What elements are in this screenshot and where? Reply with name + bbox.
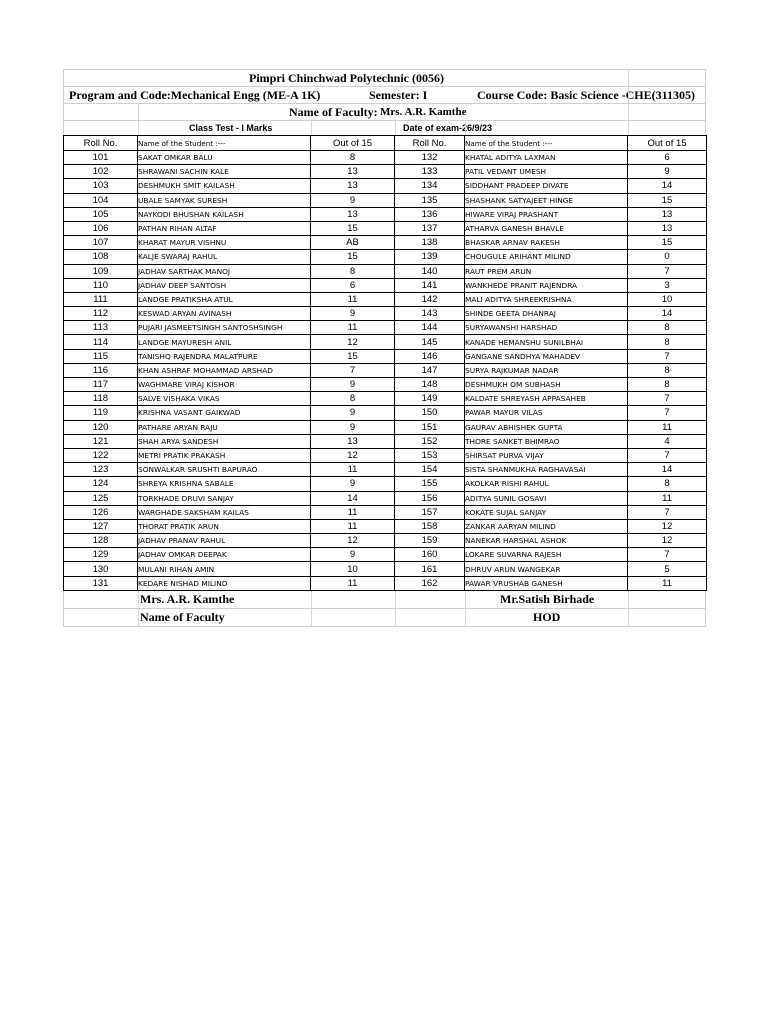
student-name: PATHARE ARYAN RAJU <box>138 420 311 434</box>
table-row <box>64 477 707 491</box>
student-marks: 10 <box>628 292 707 306</box>
roll-number: 124 <box>64 477 138 491</box>
table-row <box>64 392 707 406</box>
student-name: SHREYA KRISHNA SABALE <box>138 477 311 491</box>
marks-header: Out of 15 <box>311 136 395 151</box>
hod-signatory: Mr.Satish Birhade <box>500 591 595 606</box>
table-row <box>64 406 707 420</box>
roll-number: 158 <box>395 519 465 533</box>
course-code: Course Code: Basic Science -CHE(311305) <box>477 88 695 102</box>
student-marks: 8 <box>628 477 707 491</box>
student-marks: 9 <box>311 477 395 491</box>
student-marks: 14 <box>628 179 707 193</box>
student-name: CHOUGULE ARIHANT MILIND <box>465 250 628 264</box>
student-marks: 7 <box>628 264 707 278</box>
student-marks: 7 <box>628 505 707 519</box>
student-name: DESHMUKH SMIT KAILASH <box>138 179 311 193</box>
roll-number: 161 <box>395 562 465 576</box>
student-name: PATHAN RIHAN ALTAF <box>138 221 311 235</box>
student-marks: 3 <box>628 278 707 292</box>
student-name: ADITYA SUNIL GOSAVI <box>465 491 628 505</box>
program-code: Program and Code:Mechanical Engg (ME-A 1K) <box>69 88 321 102</box>
roll-number: 162 <box>395 576 465 590</box>
roll-number: 129 <box>64 548 138 562</box>
roll-number: 134 <box>395 179 465 193</box>
roll-number: 110 <box>64 278 138 292</box>
student-marks: 9 <box>311 193 395 207</box>
student-name: HIWARE VIRAJ PRASHANT <box>465 207 628 221</box>
roll-number: 154 <box>395 463 465 477</box>
roll-number: 130 <box>64 562 138 576</box>
student-marks: 15 <box>311 349 395 363</box>
roll-number: 106 <box>64 221 138 235</box>
student-name: NANEKAR HARSHAL ASHOK <box>465 534 628 548</box>
institute-title: Pimpri Chinchwad Polytechnic (0056) <box>249 71 444 85</box>
roll-number: 141 <box>395 278 465 292</box>
student-marks: 12 <box>311 335 395 349</box>
roll-number: 144 <box>395 321 465 335</box>
table-row <box>64 463 707 477</box>
student-name: ATHARVA GANESH BHAVLE <box>465 221 628 235</box>
semester: Semester: I <box>369 88 428 102</box>
roll-number: 127 <box>64 519 138 533</box>
student-name: GAURAV ABHISHEK GUPTA <box>465 420 628 434</box>
student-marks: 9 <box>311 548 395 562</box>
marks-sheet <box>63 69 706 627</box>
student-marks: 15 <box>628 236 707 250</box>
roll-number: 111 <box>64 292 138 306</box>
student-marks: 9 <box>311 420 395 434</box>
roll-header: Roll No. <box>64 136 138 151</box>
roll-number: 147 <box>395 363 465 377</box>
roll-number: 132 <box>395 151 465 165</box>
roll-number: 140 <box>395 264 465 278</box>
student-name: KHARAT MAYUR VISHNU <box>138 236 311 250</box>
student-name: KEDARE NISHAD MILIND <box>138 576 311 590</box>
student-name: KOKATE SUJAL SANJAY <box>465 505 628 519</box>
student-marks: 8 <box>628 363 707 377</box>
student-name: NAYKODI BHUSHAN KAILASH <box>138 207 311 221</box>
student-name: SURYAWANSHI HARSHAD <box>465 321 628 335</box>
student-name: MALI ADITYA SHREEKRISHNA <box>465 292 628 306</box>
test-title: Class Test - I Marks <box>189 123 273 133</box>
student-name: SONWALKAR SRUSHTI BAPURAO <box>138 463 311 477</box>
student-marks: 13 <box>311 434 395 448</box>
roll-number: 104 <box>64 193 138 207</box>
student-marks: 6 <box>311 278 395 292</box>
student-name: TORKHADE DRUVI SANJAY <box>138 491 311 505</box>
roll-number: 142 <box>395 292 465 306</box>
roll-number: 135 <box>395 193 465 207</box>
test-row <box>63 120 706 135</box>
student-marks: 13 <box>311 165 395 179</box>
roll-number: 157 <box>395 505 465 519</box>
student-name: SAKAT OMKAR BALU <box>138 151 311 165</box>
table-row <box>64 207 707 221</box>
roll-number: 103 <box>64 179 138 193</box>
roll-number: 139 <box>395 250 465 264</box>
student-name: KESWAD ARYAN AVINASH <box>138 307 311 321</box>
faculty-signatory: Mrs. A.R. Kamthe <box>140 591 235 606</box>
student-marks: 12 <box>628 534 707 548</box>
student-marks: 12 <box>628 519 707 533</box>
student-marks: 7 <box>628 349 707 363</box>
student-marks: 8 <box>311 392 395 406</box>
student-marks: 9 <box>311 406 395 420</box>
student-name: JADHAV OMKAR DEEPAK <box>138 548 311 562</box>
student-marks: 8 <box>628 321 707 335</box>
student-marks: 15 <box>311 221 395 235</box>
student-name: MULANI RIHAN AMIN <box>138 562 311 576</box>
roll-number: 114 <box>64 335 138 349</box>
student-marks: 9 <box>311 378 395 392</box>
student-name: JADHAV DEEP SANTOSH <box>138 278 311 292</box>
roll-number: 150 <box>395 406 465 420</box>
student-marks: 15 <box>628 193 707 207</box>
student-marks: 11 <box>311 505 395 519</box>
roll-number: 145 <box>395 335 465 349</box>
student-marks: 12 <box>311 448 395 462</box>
caption-row <box>63 609 706 627</box>
student-marks: 11 <box>311 519 395 533</box>
roll-number: 133 <box>395 165 465 179</box>
student-marks: 13 <box>311 207 395 221</box>
student-marks: 4 <box>628 434 707 448</box>
student-name: KALDATE SHREYASH APPASAHEB <box>465 392 628 406</box>
table-row <box>64 420 707 434</box>
student-marks: 9 <box>311 307 395 321</box>
student-marks: 14 <box>311 491 395 505</box>
student-name: PATIL VEDANT UMESH <box>465 165 628 179</box>
roll-number: 148 <box>395 378 465 392</box>
signatory-row <box>63 591 706 609</box>
student-name: KHAN ASHRAF MOHAMMAD ARSHAD <box>138 363 311 377</box>
table-row <box>64 221 707 235</box>
table-row <box>64 165 707 179</box>
student-name: SALVE VISHAKA VIKAS <box>138 392 311 406</box>
student-name: SIDDHANT PRADEEP DIVATE <box>465 179 628 193</box>
student-marks: 7 <box>311 363 395 377</box>
student-marks: 11 <box>628 576 707 590</box>
roll-number: 113 <box>64 321 138 335</box>
student-name: WAGHMARE VIRAJ KISHOR <box>138 378 311 392</box>
roll-number: 156 <box>395 491 465 505</box>
table-row <box>64 505 707 519</box>
student-name: RAUT PREM ARUN <box>465 264 628 278</box>
table-row <box>64 548 707 562</box>
student-name: SHAH ARYA SANDESH <box>138 434 311 448</box>
roll-number: 101 <box>64 151 138 165</box>
roll-number: 153 <box>395 448 465 462</box>
student-name: PAWAR VRUSHAB GANESH <box>465 576 628 590</box>
student-marks: 11 <box>628 420 707 434</box>
student-marks: 11 <box>311 321 395 335</box>
table-row <box>64 292 707 306</box>
student-marks: 13 <box>628 221 707 235</box>
student-name: BHASKAR ARNAV RAKESH <box>465 236 628 250</box>
roll-number: 128 <box>64 534 138 548</box>
student-name: SISTA SHANMUKHA RAGHAVASAI <box>465 463 628 477</box>
table-row <box>64 278 707 292</box>
student-marks: 11 <box>628 491 707 505</box>
column-header-row <box>64 136 707 151</box>
student-name: JADHAV SARTHAK MANOJ <box>138 264 311 278</box>
student-name: LOKARE SUVARNA RAJESH <box>465 548 628 562</box>
roll-number: 155 <box>395 477 465 491</box>
student-marks: 14 <box>628 463 707 477</box>
roll-number: 143 <box>395 307 465 321</box>
table-row <box>64 236 707 250</box>
roll-number: 118 <box>64 392 138 406</box>
roll-number: 120 <box>64 420 138 434</box>
table-row <box>64 448 707 462</box>
table-row <box>64 562 707 576</box>
table-row <box>64 335 707 349</box>
roll-number: 123 <box>64 463 138 477</box>
student-marks: 10 <box>311 562 395 576</box>
roll-number: 116 <box>64 363 138 377</box>
student-name: JADHAV PRANAV RAHUL <box>138 534 311 548</box>
table-row <box>64 519 707 533</box>
roll-number: 108 <box>64 250 138 264</box>
student-marks: 7 <box>628 448 707 462</box>
roll-number: 112 <box>64 307 138 321</box>
student-marks: 13 <box>628 207 707 221</box>
roll-number: 138 <box>395 236 465 250</box>
student-marks: 15 <box>311 250 395 264</box>
hod-caption: HOD <box>533 609 561 624</box>
faculty-caption: Name of Faculty <box>140 609 225 624</box>
student-name: SHASHANK SATYAJEET HINGE <box>465 193 628 207</box>
name-header: Name of the Student :--- <box>138 136 311 151</box>
table-row <box>64 534 707 548</box>
table-row <box>64 363 707 377</box>
student-name: KHATAL ADITYA LAXMAN <box>465 151 628 165</box>
table-row <box>64 264 707 278</box>
student-marks: 12 <box>311 534 395 548</box>
table-row <box>64 250 707 264</box>
roll-number: 102 <box>64 165 138 179</box>
student-name: DHRUV ARUN WANGEKAR <box>465 562 628 576</box>
student-marks: 7 <box>628 406 707 420</box>
student-name: PAWAR MAYUR VILAS <box>465 406 628 420</box>
roll-number: 107 <box>64 236 138 250</box>
student-name: KRISHNA VASANT GAIKWAD <box>138 406 311 420</box>
roll-number: 137 <box>395 221 465 235</box>
roll-number: 136 <box>395 207 465 221</box>
roll-number: 121 <box>64 434 138 448</box>
student-name: TANISHQ RAJENDRA MALATPURE <box>138 349 311 363</box>
table-row <box>64 576 707 590</box>
student-name: WANKHEDE PRANIT RAJENDRA <box>465 278 628 292</box>
student-name: METRI PRATIK PRAKASH <box>138 448 311 462</box>
institute-row <box>63 69 706 86</box>
roll-number: 126 <box>64 505 138 519</box>
name-header: Name of the Student :--- <box>465 136 628 151</box>
student-name: LANDGE MAYURESH ANIL <box>138 335 311 349</box>
faculty-row <box>63 103 706 120</box>
student-name: LANDGE PRATIKSHA ATUL <box>138 292 311 306</box>
table-row <box>64 307 707 321</box>
student-name: GANGANE SANDHYA MAHADEV <box>465 349 628 363</box>
student-marks: 7 <box>628 392 707 406</box>
student-marks: 8 <box>311 264 395 278</box>
faculty-label: Name of Faculty: <box>289 105 378 119</box>
roll-number: 119 <box>64 406 138 420</box>
student-name: PUJARI JASMEETSINGH SANTOSHSINGH <box>138 321 311 335</box>
table-row <box>64 349 707 363</box>
student-marks: 8 <box>628 335 707 349</box>
student-name: DESHMUKH OM SUBHASH <box>465 378 628 392</box>
student-marks: 13 <box>311 179 395 193</box>
student-marks: 11 <box>311 463 395 477</box>
student-marks: 8 <box>311 151 395 165</box>
faculty-name: Mrs. A.R. Kamthe <box>380 106 467 118</box>
student-name: KALJE SWARAJ RAHUL <box>138 250 311 264</box>
exam-date: Date of exam-26/9/23 <box>403 123 493 133</box>
marks-header: Out of 15 <box>628 136 707 151</box>
roll-number: 159 <box>395 534 465 548</box>
roll-number: 131 <box>64 576 138 590</box>
roll-number: 105 <box>64 207 138 221</box>
student-marks: 5 <box>628 562 707 576</box>
student-marks: 0 <box>628 250 707 264</box>
student-marks: 8 <box>628 378 707 392</box>
student-name: THORAT PRATIK ARUN <box>138 519 311 533</box>
table-row <box>64 321 707 335</box>
table-row <box>64 378 707 392</box>
roll-number: 152 <box>395 434 465 448</box>
student-name: SHIRSAT PURVA VIJAY <box>465 448 628 462</box>
student-name: ZANKAR AARYAN MILIND <box>465 519 628 533</box>
program-row <box>63 86 706 103</box>
student-name: SURYA RAJKUMAR NADAR <box>465 363 628 377</box>
table-row <box>64 434 707 448</box>
student-name: SHINDE GEETA DHANRAJ <box>465 307 628 321</box>
student-marks: 6 <box>628 151 707 165</box>
roll-number: 125 <box>64 491 138 505</box>
marks-table <box>63 135 707 591</box>
student-marks: 11 <box>311 576 395 590</box>
roll-number: 146 <box>395 349 465 363</box>
student-marks: 9 <box>628 165 707 179</box>
student-name: THORE SANKET BHIMRAO <box>465 434 628 448</box>
roll-number: 151 <box>395 420 465 434</box>
roll-number: 122 <box>64 448 138 462</box>
student-marks: AB <box>311 236 395 250</box>
student-name: WARGHADE SAKSHAM KAILAS <box>138 505 311 519</box>
student-name: SHRAWANI SACHIN KALE <box>138 165 311 179</box>
roll-header: Roll No. <box>395 136 465 151</box>
table-row <box>64 151 707 165</box>
student-name: UBALE SAMYAK SURESH <box>138 193 311 207</box>
student-marks: 7 <box>628 548 707 562</box>
roll-number: 149 <box>395 392 465 406</box>
roll-number: 160 <box>395 548 465 562</box>
student-marks: 14 <box>628 307 707 321</box>
roll-number: 117 <box>64 378 138 392</box>
student-marks: 11 <box>311 292 395 306</box>
roll-number: 115 <box>64 349 138 363</box>
student-name: AKOLKAR RISHI RAHUL <box>465 477 628 491</box>
roll-number: 109 <box>64 264 138 278</box>
table-row <box>64 491 707 505</box>
student-name: KANADE HEMANSHU SUNILBHAI <box>465 335 628 349</box>
table-row <box>64 179 707 193</box>
table-row <box>64 193 707 207</box>
